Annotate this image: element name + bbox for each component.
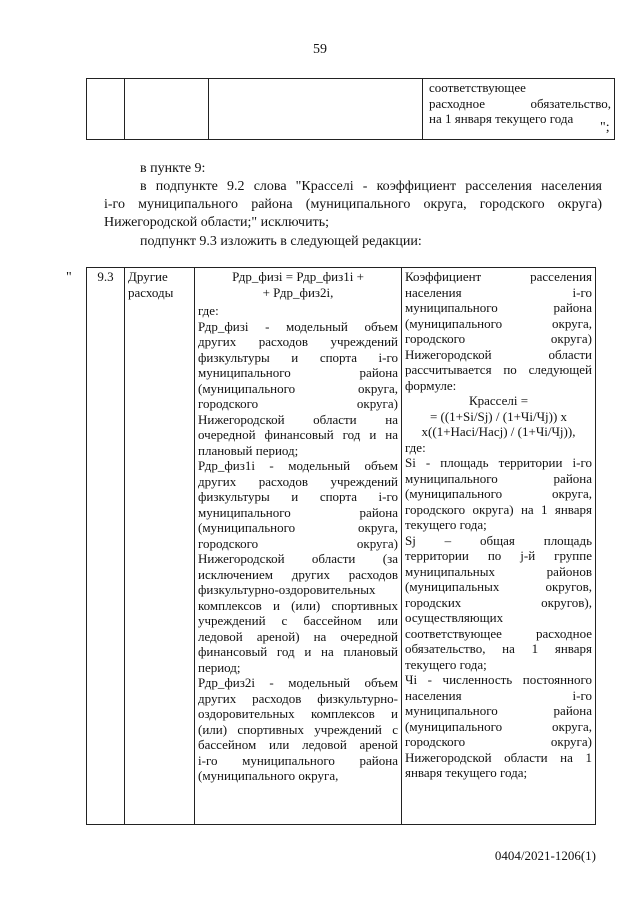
text-line: других расходов физкультурно- [198,690,398,706]
text-line: (муниципального округа, [198,520,398,535]
name-line: Другие [128,269,168,284]
formula-description [198,319,398,784]
body-line: Нижегородской области;" исключить; [104,215,329,230]
formula-line: Рдр_физі = Рдр_физ1і + [232,269,364,284]
formula-line: x((1+Насі/Насj) / (1+Чі/Чj)), [421,424,576,439]
text-line: муниципального района [405,470,592,486]
text-line: других расходов учреждений [198,334,398,349]
text-line: городского округа) [405,331,592,346]
text-line: ледовой ареной) на очередной [198,628,398,644]
text-line: территории по j-й группе [405,548,592,563]
coefficient-description [405,269,592,393]
text-line: Нижегородской области (за [198,551,398,566]
text-line: текущего года; [405,656,487,672]
text-line: обязательство, на 1 января [405,641,592,656]
coefficient-formula [405,393,592,440]
body-line: i-го муниципального района (муниципального округа, городского округа) [104,197,602,212]
formula-line: Красселі = [468,393,529,408]
cell-line: расходное обязательство, [429,95,611,111]
empty-cell [125,79,209,140]
variable-definitions [405,440,592,781]
text-line: (муниципального округа, [198,380,398,396]
text-line: физкультуры и спорта i-го [198,489,398,504]
expense-name-cell [125,268,195,825]
continuation-cell [423,79,615,140]
text-line: муниципального района [405,300,592,315]
text-line: бассейном или ледовой ареной [198,737,398,752]
text-line: городских округов), [405,594,592,610]
text-line: финансовый год и на плановый [198,644,398,659]
text-line: Sj – общая площадь [405,532,592,548]
text-line: городского округа) [198,535,398,551]
text-line: городского округа) [405,734,592,749]
text-line: января текущего года; [405,765,528,780]
text-line: Рдр_физ2і - модельный объем [198,675,398,690]
text-line: Si - площадь территории i-го [405,455,592,470]
text-line: Коэффициент расселения [405,269,592,284]
page-number: 59 [313,42,327,57]
body-line: в подпункте 9.2 слова "Красселі - коэффициент расселения населения [140,179,602,194]
text-line: физкультуры и спорта i-го [198,349,398,365]
text-line: осуществляющих [405,610,504,625]
text-line: текущего года; [405,517,487,532]
text-line: Рдр_физ1і - модельный объем [198,458,398,473]
text-line: соответствующее расходное [405,625,592,641]
text-line: Рдр_физі - модельный объем [198,318,398,334]
text-line: период; [198,659,241,675]
text-line: других расходов учреждений [198,473,398,489]
coefficient-cell [402,268,596,825]
text-line: (муниципального округа, [198,768,339,783]
text-line: формуле: [405,377,457,393]
text-line: рассчитывается по следующей [405,362,592,377]
text-line: оздоровительных комплексов и [198,706,398,721]
text-line: плановый период; [198,442,299,458]
text-line: муниципальных районов [405,563,592,579]
table-row [87,268,596,825]
document-code: 0404/2021-1206(1) [494,848,596,863]
body-line: подпункт 9.3 изложить в следующей редакции: [140,234,422,249]
closing-quote: "; [600,120,610,135]
text-line: городского округа) на 1 января [405,501,592,517]
text-line: городского округа) [198,396,398,411]
text-line: населения i-го [405,284,592,300]
formula-line: = ((1+Si/Sj) / (1+Чі/Чj)) x [429,408,568,424]
empty-cell [209,79,423,140]
text-line: i-го муниципального района [198,752,398,768]
text-line: муниципального района [405,703,592,718]
where-label: где: [198,303,219,318]
text-line: населения i-го [405,687,592,703]
text-line: очередной финансовый год и на [198,427,398,442]
text-line: где: [405,439,426,455]
text-line: (или) спортивных учреждений с [198,721,398,737]
text-line: (муниципальных округов, [405,579,592,594]
opening-quote: " [66,270,72,285]
top-table [86,78,615,140]
formula-line: + Рдр_физ2і, [262,284,334,300]
text-line: Чі - численность постоянного [405,672,592,687]
text-line: (муниципального округа, [405,486,592,501]
formula-cell [195,268,402,825]
table-row [87,79,615,140]
text-line: (муниципального округа, [405,315,592,331]
text-line: Нижегородской области на [198,411,398,427]
text-line: муниципального района [198,504,398,520]
rule-table [86,267,596,825]
text-line: учреждений с бассейном или [198,613,398,628]
name-line: расходы [128,284,174,300]
row-number-cell [87,268,125,825]
body-line: в пункте 9: [140,161,206,176]
row-number: 9.3 [97,269,114,284]
empty-cell [87,79,125,140]
text-line: Нижегородской области на 1 [405,749,592,765]
cell-line: соответствующее [429,80,526,95]
cell-line: на 1 января текущего года [429,111,574,126]
text-line: физкультурно-оздоровительных [198,582,376,597]
text-line: (муниципального округа, [405,718,592,734]
text-line: муниципального района [198,365,398,380]
text-line: Нижегородской области [405,346,592,362]
text-line: исключением других расходов [198,566,398,582]
text-line: комплексов и (или) спортивных [198,597,398,613]
formula [198,269,398,300]
